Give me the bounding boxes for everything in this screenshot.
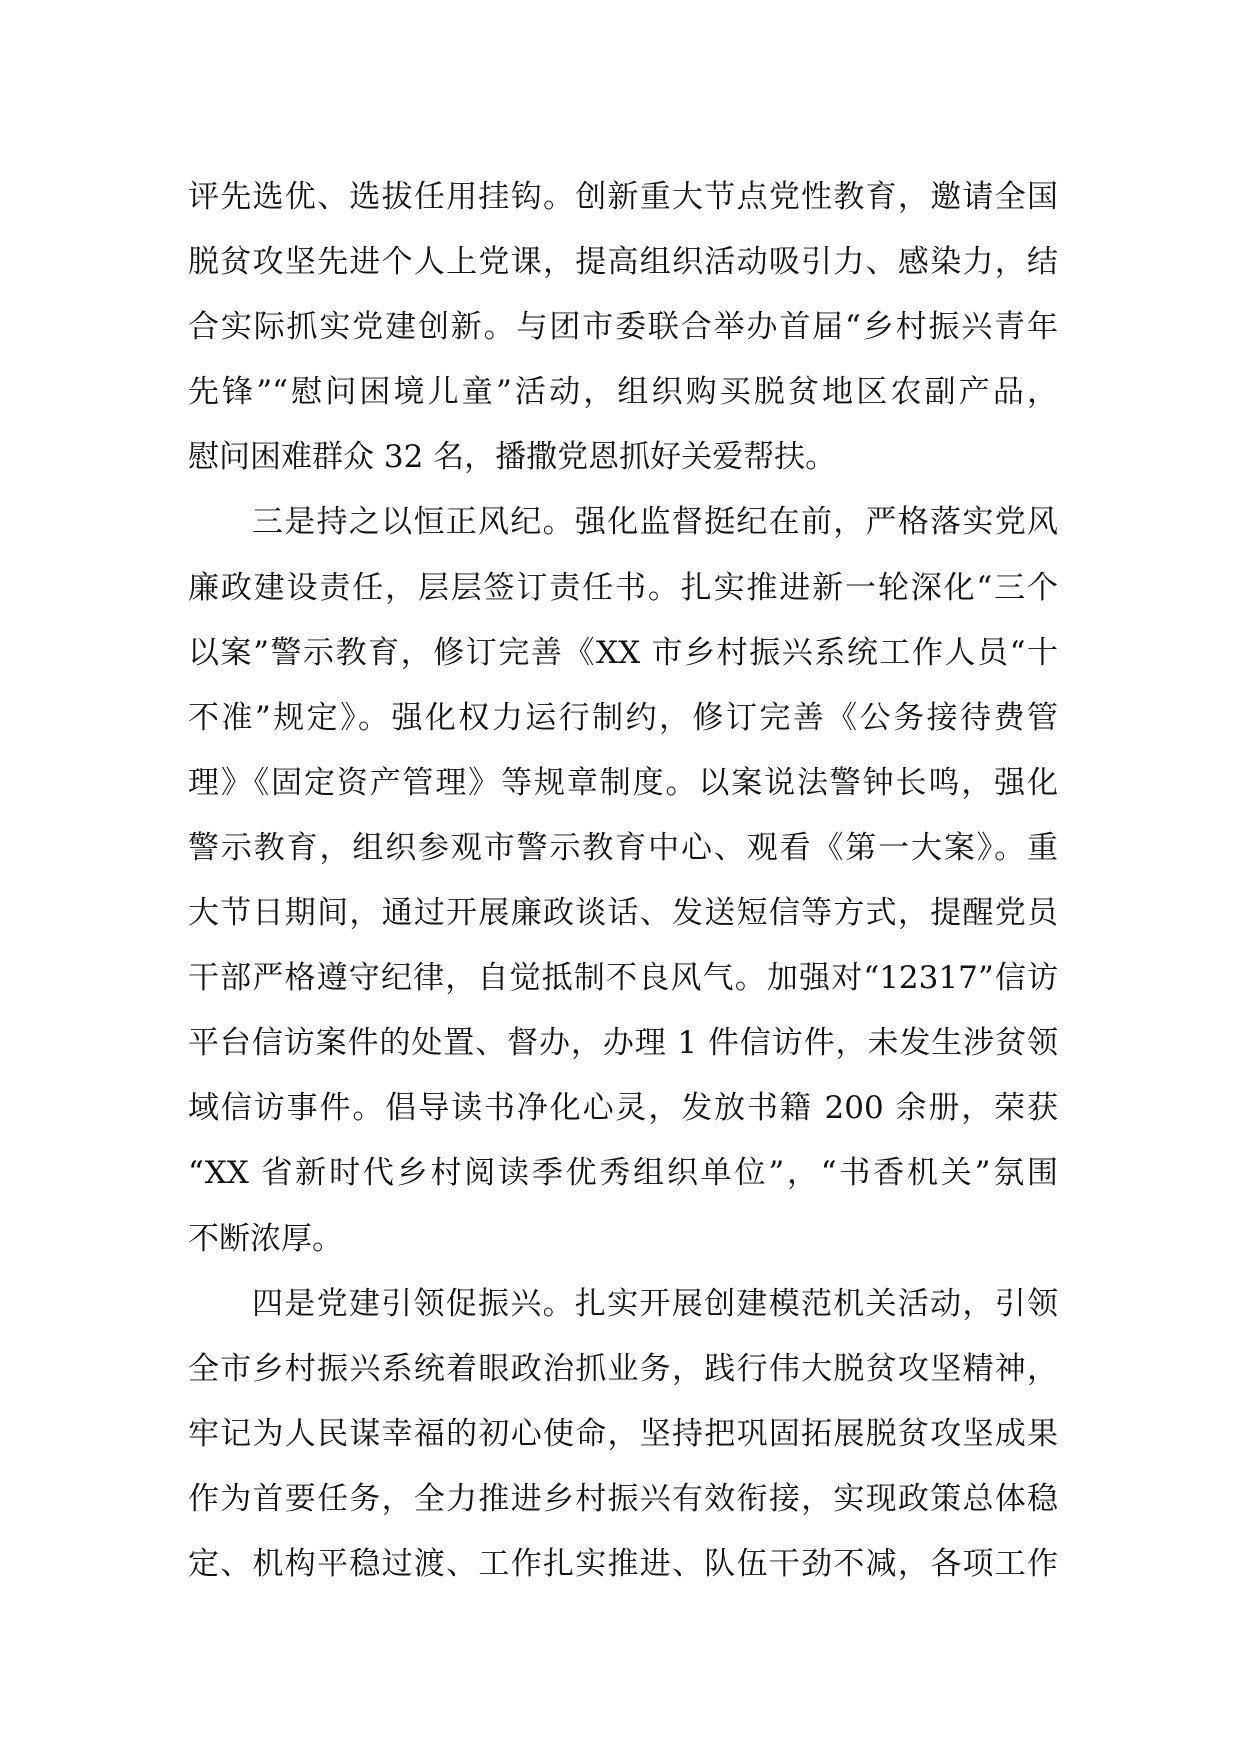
text-line: 评先选优、选拔任用挂钩。创新重大节点党性教育，邀请全国	[188, 179, 1058, 215]
text-line: “XX 省新时代乡村阅读季优秀组织单位”，“书香机关”氛围	[188, 1155, 1058, 1192]
text-line: 四是党建引领促振兴。扎实开展创建模范机关活动，引领	[252, 1285, 1058, 1322]
text-line: 慰问困难群众 32 名，播撒党恩抓好关爱帮扶。	[188, 439, 837, 476]
text-line: 定、机构平稳过渡、工作扎实推进、队伍干劲不减，各项工作	[188, 1545, 1058, 1582]
paragraph-1	[188, 165, 1058, 490]
text-line: 先锋”“慰问困境儿童”活动，组织购买脱贫地区农副产品，	[188, 374, 1058, 411]
text-line: 域信访事件。倡导读书净化心灵，发放书籍 200 余册，荣获	[188, 1090, 1058, 1127]
text-line: 以案”警示教育，修订完善《XX 市乡村振兴系统工作人员“十	[188, 634, 1058, 671]
text-line: 三是持之以恒正风纪。强化监督挺纪在前，严格落实党风	[252, 504, 1058, 541]
text-line: 不准”规定》。强化权力运行制约，修订完善《公务接待费管	[188, 699, 1058, 736]
text-line: 警示教育，组织参观市警示教育中心、观看《第一大案》。重	[188, 829, 1058, 866]
paragraph-2	[188, 490, 1058, 1271]
text-line: 不断浓厚。	[188, 1220, 343, 1257]
text-line: 合实际抓实党建创新。与团市委联合举办首届“乡村振兴青年	[188, 309, 1058, 346]
text-line: 大节日期间，通过开展廉政谈话、发送短信等方式，提醒党员	[188, 895, 1058, 932]
body-text	[188, 165, 1058, 1597]
text-line: 平台信访案件的处置、督办，办理 1 件信访件，未发生涉贫领	[188, 1025, 1058, 1062]
text-line: 干部严格遵守纪律，自觉抵制不良风气。加强对“12317”信访	[188, 960, 1058, 997]
text-line: 全市乡村振兴系统着眼政治抓业务，践行伟大脱贫攻坚精神，	[188, 1350, 1058, 1387]
text-line: 脱贫攻坚先进个人上党课，提高组织活动吸引力、感染力，结	[188, 244, 1058, 281]
text-line: 理》《固定资产管理》等规章制度。以案说法警钟长鸣，强化	[188, 764, 1058, 801]
text-line: 作为首要任务，全力推进乡村振兴有效衔接，实现政策总体稳	[188, 1480, 1058, 1517]
text-line: 牢记为人民谋幸福的初心使命，坚持把巩固拓展脱贫攻坚成果	[188, 1415, 1058, 1452]
paragraph-3	[188, 1272, 1058, 1597]
text-line: 廉政建设责任，层层签订责任书。扎实推进新一轮深化“三个	[188, 569, 1058, 606]
